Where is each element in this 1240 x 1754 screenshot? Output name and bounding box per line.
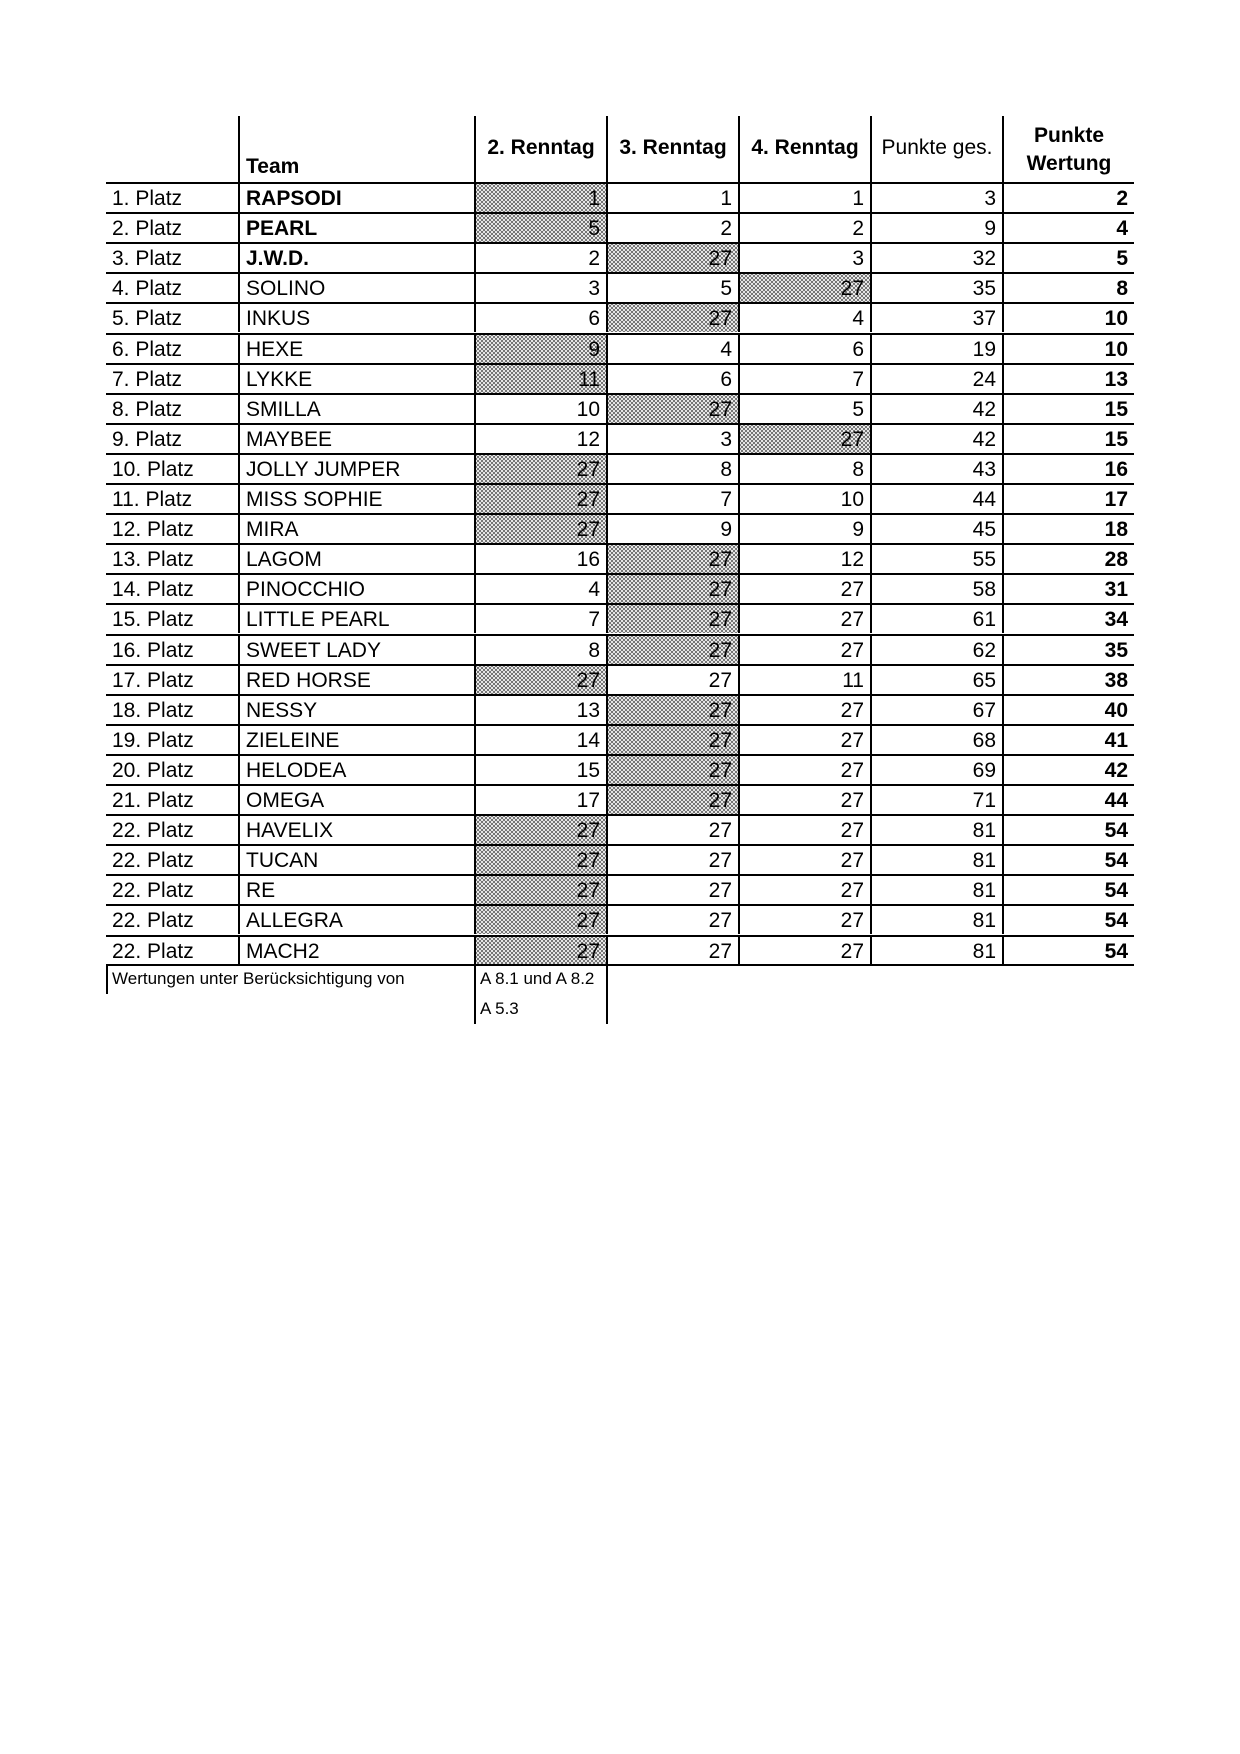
punkte-wertung-cell: 42 (1002, 754, 1134, 784)
renntag-3-cell: 4 (606, 333, 738, 363)
platz-cell: 3. Platz (106, 242, 238, 272)
renntag-3-cell: 27 (606, 664, 738, 694)
renntag-2-cell: 9 (474, 333, 606, 363)
renntag-4-cell: 27 (738, 423, 870, 453)
platz-cell: 21. Platz (106, 784, 238, 814)
renntag-3-cell: 27 (606, 874, 738, 904)
platz-cell: 20. Platz (106, 754, 238, 784)
punkte-wertung-cell: 54 (1002, 844, 1134, 874)
platz-cell: 22. Platz (106, 904, 238, 934)
punkte-ges-cell: 42 (870, 393, 1002, 423)
platz-cell: 5. Platz (106, 302, 238, 332)
team-cell: ALLEGRA (238, 904, 474, 934)
renntag-4-cell: 1 (738, 182, 870, 212)
punkte-wertung-cell: 18 (1002, 513, 1134, 543)
punkte-ges-cell: 24 (870, 363, 1002, 393)
table-row (106, 423, 1134, 453)
punkte-ges-cell: 32 (870, 242, 1002, 272)
table-row (106, 182, 1134, 212)
header-renntag-3: 3. Renntag (606, 116, 738, 182)
renntag-4-cell: 9 (738, 513, 870, 543)
team-cell: ZIELEINE (238, 724, 474, 754)
platz-cell: 7. Platz (106, 363, 238, 393)
renntag-4-cell: 27 (738, 904, 870, 934)
renntag-2-cell: 12 (474, 423, 606, 453)
footnote-ref-2: A 5.3 (480, 999, 519, 1018)
renntag-2-cell: 27 (474, 664, 606, 694)
renntag-4-cell: 12 (738, 543, 870, 573)
punkte-wertung-cell: 54 (1002, 814, 1134, 844)
team-cell: PINOCCHIO (238, 573, 474, 603)
table-row (106, 272, 1134, 302)
renntag-3-cell: 27 (606, 302, 738, 332)
punkte-wertung-cell: 4 (1002, 212, 1134, 242)
renntag-2-cell: 13 (474, 694, 606, 724)
renntag-3-cell: 8 (606, 453, 738, 483)
renntag-2-cell: 14 (474, 724, 606, 754)
punkte-ges-cell: 58 (870, 573, 1002, 603)
renntag-3-cell: 27 (606, 904, 738, 934)
table-row (106, 333, 1134, 363)
punkte-ges-cell: 69 (870, 754, 1002, 784)
renntag-4-cell: 4 (738, 302, 870, 332)
footnote-divider (474, 964, 476, 1024)
renntag-3-cell: 27 (606, 935, 738, 965)
team-cell: MISS SOPHIE (238, 483, 474, 513)
renntag-2-cell: 15 (474, 754, 606, 784)
punkte-wertung-cell: 10 (1002, 302, 1134, 332)
table-row (106, 543, 1134, 573)
team-cell: RAPSODI (238, 182, 474, 212)
renntag-4-cell: 10 (738, 483, 870, 513)
renntag-3-cell: 27 (606, 603, 738, 633)
renntag-3-cell: 27 (606, 754, 738, 784)
team-cell: OMEGA (238, 784, 474, 814)
renntag-4-cell: 8 (738, 453, 870, 483)
team-cell: HAVELIX (238, 814, 474, 844)
punkte-ges-cell: 43 (870, 453, 1002, 483)
header-team-label: Team (246, 155, 300, 178)
team-cell: HEXE (238, 333, 474, 363)
punkte-ges-cell: 35 (870, 272, 1002, 302)
table-row (106, 844, 1134, 874)
table-row (106, 363, 1134, 393)
header-punkte-ges: Punkte ges. (870, 116, 1002, 182)
punkte-ges-cell: 81 (870, 904, 1002, 934)
renntag-4-cell: 27 (738, 844, 870, 874)
renntag-3-cell: 27 (606, 634, 738, 664)
punkte-ges-cell: 68 (870, 724, 1002, 754)
team-cell: RE (238, 874, 474, 904)
renntag-2-cell: 5 (474, 212, 606, 242)
punkte-ges-cell: 81 (870, 935, 1002, 965)
punkte-wertung-cell: 54 (1002, 904, 1134, 934)
renntag-4-cell: 27 (738, 935, 870, 965)
table-row (106, 393, 1134, 423)
renntag-4-cell: 2 (738, 212, 870, 242)
renntag-4-cell: 27 (738, 724, 870, 754)
table-row (106, 694, 1134, 724)
team-cell: MIRA (238, 513, 474, 543)
team-cell: INKUS (238, 302, 474, 332)
renntag-2-cell: 6 (474, 302, 606, 332)
punkte-wertung-cell: 15 (1002, 393, 1134, 423)
platz-cell: 22. Platz (106, 935, 238, 965)
footnote-divider (606, 964, 608, 1024)
punkte-wertung-cell: 13 (1002, 363, 1134, 393)
platz-cell: 19. Platz (106, 724, 238, 754)
team-cell: SMILLA (238, 393, 474, 423)
renntag-2-cell: 8 (474, 634, 606, 664)
team-cell: TUCAN (238, 844, 474, 874)
renntag-4-cell: 11 (738, 664, 870, 694)
renntag-3-cell: 2 (606, 212, 738, 242)
renntag-3-cell: 27 (606, 784, 738, 814)
renntag-2-cell: 27 (474, 904, 606, 934)
table-row (106, 904, 1134, 934)
team-cell: NESSY (238, 694, 474, 724)
table-row (106, 634, 1134, 664)
punkte-wertung-cell: 41 (1002, 724, 1134, 754)
table-row (106, 242, 1134, 272)
team-cell: MACH2 (238, 935, 474, 965)
renntag-4-cell: 27 (738, 874, 870, 904)
renntag-4-cell: 27 (738, 634, 870, 664)
punkte-ges-cell: 81 (870, 844, 1002, 874)
renntag-2-cell: 11 (474, 363, 606, 393)
punkte-ges-cell: 42 (870, 423, 1002, 453)
punkte-wertung-cell: 34 (1002, 603, 1134, 633)
punkte-ges-cell: 71 (870, 784, 1002, 814)
renntag-4-cell: 27 (738, 814, 870, 844)
punkte-wertung-cell: 2 (1002, 182, 1134, 212)
table-row (106, 453, 1134, 483)
table-row (106, 483, 1134, 513)
table-row (106, 754, 1134, 784)
team-cell: SWEET LADY (238, 634, 474, 664)
platz-cell: 22. Platz (106, 844, 238, 874)
renntag-2-cell: 17 (474, 784, 606, 814)
punkte-ges-cell: 37 (870, 302, 1002, 332)
renntag-3-cell: 27 (606, 543, 738, 573)
renntag-4-cell: 3 (738, 242, 870, 272)
table-row (106, 814, 1134, 844)
team-cell: SOLINO (238, 272, 474, 302)
platz-cell: 13. Platz (106, 543, 238, 573)
punkte-ges-cell: 67 (870, 694, 1002, 724)
header-renntag-2: 2. Renntag (474, 116, 606, 182)
renntag-2-cell: 16 (474, 543, 606, 573)
punkte-wertung-cell: 54 (1002, 935, 1134, 965)
renntag-3-cell: 9 (606, 513, 738, 543)
platz-cell: 22. Platz (106, 874, 238, 904)
renntag-3-cell: 7 (606, 483, 738, 513)
punkte-ges-cell: 55 (870, 543, 1002, 573)
header-punkte-wertung: Punkte Wertung (1002, 116, 1134, 182)
team-cell: PEARL (238, 212, 474, 242)
punkte-ges-cell: 45 (870, 513, 1002, 543)
punkte-ges-cell: 19 (870, 333, 1002, 363)
footnote-label: Wertungen unter Berücksichtigung von (112, 969, 405, 988)
renntag-3-cell: 27 (606, 694, 738, 724)
platz-cell: 14. Platz (106, 573, 238, 603)
renntag-4-cell: 27 (738, 603, 870, 633)
renntag-2-cell: 3 (474, 272, 606, 302)
renntag-3-cell: 27 (606, 242, 738, 272)
platz-cell: 17. Platz (106, 664, 238, 694)
renntag-2-cell: 27 (474, 483, 606, 513)
platz-cell: 11. Platz (106, 483, 238, 513)
punkte-wertung-cell: 28 (1002, 543, 1134, 573)
renntag-4-cell: 27 (738, 272, 870, 302)
header-renntag-4: 4. Renntag (738, 116, 870, 182)
renntag-2-cell: 27 (474, 453, 606, 483)
renntag-4-cell: 7 (738, 363, 870, 393)
punkte-wertung-cell: 31 (1002, 573, 1134, 603)
punkte-wertung-cell: 54 (1002, 874, 1134, 904)
punkte-wertung-cell: 35 (1002, 634, 1134, 664)
platz-cell: 22. Platz (106, 814, 238, 844)
renntag-3-cell: 1 (606, 182, 738, 212)
table-row (106, 784, 1134, 814)
renntag-4-cell: 27 (738, 573, 870, 603)
punkte-wertung-cell: 10 (1002, 333, 1134, 363)
platz-cell: 4. Platz (106, 272, 238, 302)
punkte-wertung-cell: 38 (1002, 664, 1134, 694)
platz-cell: 10. Platz (106, 453, 238, 483)
punkte-ges-cell: 3 (870, 182, 1002, 212)
renntag-2-cell: 27 (474, 814, 606, 844)
header-team (238, 116, 474, 182)
platz-cell: 9. Platz (106, 423, 238, 453)
punkte-wertung-cell: 16 (1002, 453, 1134, 483)
punkte-wertung-cell: 40 (1002, 694, 1134, 724)
renntag-3-cell: 27 (606, 393, 738, 423)
renntag-2-cell: 1 (474, 182, 606, 212)
renntag-3-cell: 3 (606, 423, 738, 453)
platz-cell: 1. Platz (106, 182, 238, 212)
team-cell: LAGOM (238, 543, 474, 573)
renntag-3-cell: 5 (606, 272, 738, 302)
punkte-ges-cell: 61 (870, 603, 1002, 633)
renntag-2-cell: 10 (474, 393, 606, 423)
table-row (106, 513, 1134, 543)
punkte-wertung-cell: 5 (1002, 242, 1134, 272)
table-row (106, 664, 1134, 694)
table-row (106, 212, 1134, 242)
team-cell: LITTLE PEARL (238, 603, 474, 633)
table-row (106, 935, 1134, 965)
platz-cell: 15. Platz (106, 603, 238, 633)
punkte-ges-cell: 65 (870, 664, 1002, 694)
renntag-2-cell: 4 (474, 573, 606, 603)
team-cell: LYKKE (238, 363, 474, 393)
table-row (106, 302, 1134, 332)
punkte-wertung-cell: 8 (1002, 272, 1134, 302)
renntag-2-cell: 27 (474, 874, 606, 904)
renntag-3-cell: 27 (606, 573, 738, 603)
footnote-ref-1: A 8.1 und A 8.2 (480, 969, 595, 988)
platz-cell: 2. Platz (106, 212, 238, 242)
punkte-ges-cell: 81 (870, 814, 1002, 844)
renntag-2-cell: 27 (474, 935, 606, 965)
renntag-2-cell: 2 (474, 242, 606, 272)
renntag-4-cell: 6 (738, 333, 870, 363)
renntag-2-cell: 7 (474, 603, 606, 633)
platz-cell: 18. Platz (106, 694, 238, 724)
team-cell: MAYBEE (238, 423, 474, 453)
punkte-ges-cell: 62 (870, 634, 1002, 664)
table-row (106, 603, 1134, 633)
table-row (106, 573, 1134, 603)
punkte-wertung-cell: 15 (1002, 423, 1134, 453)
table-row (106, 724, 1134, 754)
renntag-4-cell: 5 (738, 393, 870, 423)
team-cell: J.W.D. (238, 242, 474, 272)
table-row (106, 874, 1134, 904)
renntag-4-cell: 27 (738, 754, 870, 784)
platz-cell: 12. Platz (106, 513, 238, 543)
renntag-3-cell: 27 (606, 814, 738, 844)
platz-cell: 16. Platz (106, 634, 238, 664)
footnote-divider (106, 964, 108, 994)
punkte-wertung-cell: 44 (1002, 784, 1134, 814)
punkte-wertung-cell: 17 (1002, 483, 1134, 513)
renntag-3-cell: 27 (606, 844, 738, 874)
platz-cell: 8. Platz (106, 393, 238, 423)
team-cell: HELODEA (238, 754, 474, 784)
renntag-3-cell: 27 (606, 724, 738, 754)
renntag-2-cell: 27 (474, 844, 606, 874)
team-cell: RED HORSE (238, 664, 474, 694)
punkte-ges-cell: 9 (870, 212, 1002, 242)
punkte-ges-cell: 44 (870, 483, 1002, 513)
renntag-4-cell: 27 (738, 694, 870, 724)
renntag-4-cell: 27 (738, 784, 870, 814)
renntag-3-cell: 6 (606, 363, 738, 393)
platz-cell: 6. Platz (106, 333, 238, 363)
renntag-2-cell: 27 (474, 513, 606, 543)
header-platz (106, 116, 238, 182)
punkte-ges-cell: 81 (870, 874, 1002, 904)
team-cell: JOLLY JUMPER (238, 453, 474, 483)
